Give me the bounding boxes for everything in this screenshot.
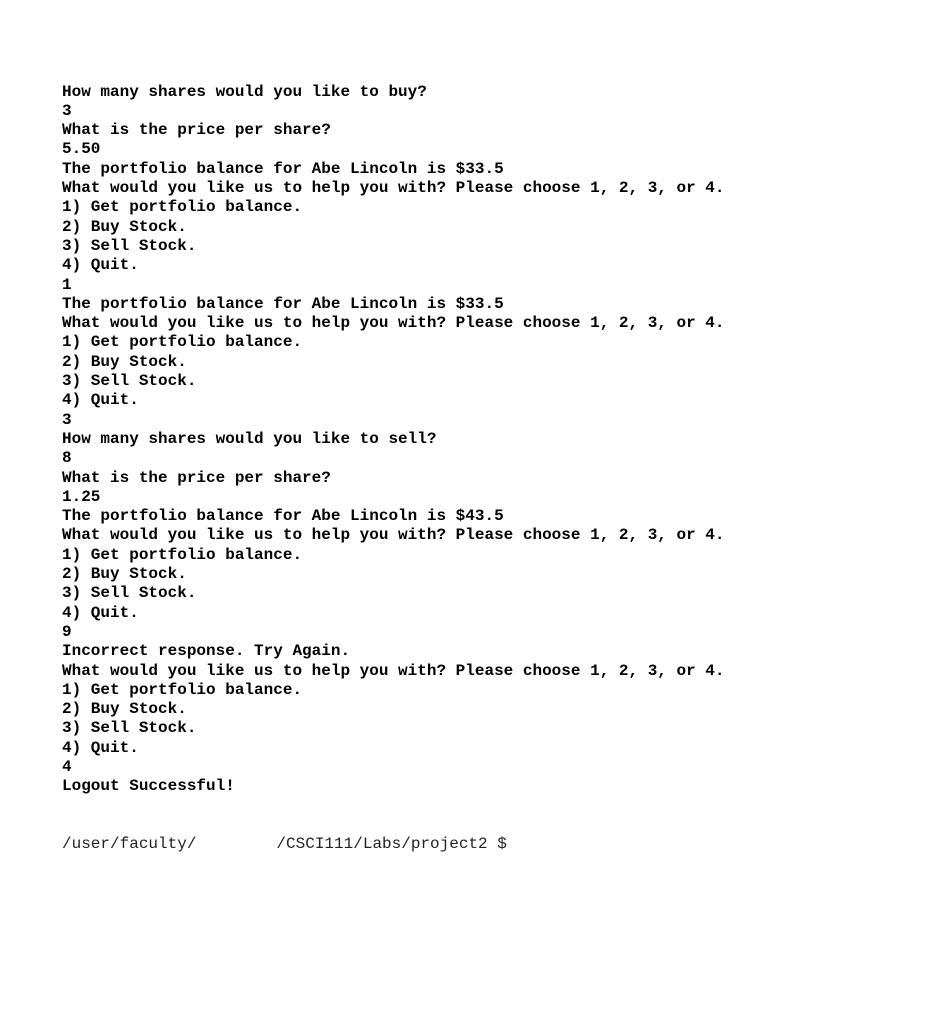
terminal-line: The portfolio balance for Abe Lincoln is $43.5 (62, 507, 504, 526)
terminal-line: 2) Buy Stock. (62, 565, 187, 584)
terminal-line: Logout Successful! (62, 777, 235, 796)
terminal-line: 2) Buy Stock. (62, 352, 187, 371)
terminal-line: 3 (62, 101, 72, 120)
terminal-line: What is the price per share? (62, 121, 331, 140)
terminal-line: Incorrect response. Try Again. (62, 642, 351, 661)
terminal-line: 3 (62, 410, 72, 429)
terminal-line: 1.25 (62, 487, 101, 506)
terminal-line: The portfolio balance for Abe Lincoln is $33.5 (62, 294, 504, 313)
terminal-line: 1) Get portfolio balance. (62, 545, 303, 564)
terminal-line: 9 (62, 622, 72, 641)
terminal-line: 3) Sell Stock. (62, 372, 197, 391)
terminal-line: 1) Get portfolio balance. (62, 198, 303, 217)
terminal-line: How many shares would you like to sell? (62, 429, 437, 448)
terminal-line: What would you like us to help you with? Please choose 1, 2, 3, or 4. (62, 314, 725, 333)
terminal-line: 2) Buy Stock. (62, 217, 187, 236)
terminal-line: 4) Quit. (62, 391, 139, 410)
terminal-line: How many shares would you like to buy? (62, 82, 427, 101)
terminal-line: 3) Sell Stock. (62, 584, 197, 603)
terminal-line: 8 (62, 449, 72, 468)
terminal-line: 5.50 (62, 140, 101, 159)
prompt-path-part1: /user/faculty/ (62, 835, 197, 854)
terminal-line: 4) Quit. (62, 603, 139, 622)
terminal-line: 4) Quit. (62, 256, 139, 275)
terminal-line: 1) Get portfolio balance. (62, 680, 303, 699)
terminal-line: What would you like us to help you with? Please choose 1, 2, 3, or 4. (62, 661, 725, 680)
terminal-lines (62, 83, 725, 797)
terminal-output[interactable] (62, 44, 725, 874)
terminal-line: 3) Sell Stock. (62, 236, 197, 255)
prompt-path-part2: /CSCI111/Labs/project2 $ (276, 835, 507, 854)
terminal-line: The portfolio balance for Abe Lincoln is $33.5 (62, 159, 504, 178)
terminal-line: 3) Sell Stock. (62, 719, 197, 738)
terminal-line: 4 (62, 757, 72, 776)
shell-prompt[interactable] (62, 835, 725, 854)
terminal-line: 1 (62, 275, 72, 294)
terminal-line: 1) Get portfolio balance. (62, 333, 303, 352)
terminal-line: What is the price per share? (62, 468, 331, 487)
terminal-line: What would you like us to help you with? Please choose 1, 2, 3, or 4. (62, 179, 725, 198)
terminal-line: 2) Buy Stock. (62, 700, 187, 719)
terminal-line: What would you like us to help you with? Please choose 1, 2, 3, or 4. (62, 526, 725, 545)
terminal-line: 4) Quit. (62, 738, 139, 757)
